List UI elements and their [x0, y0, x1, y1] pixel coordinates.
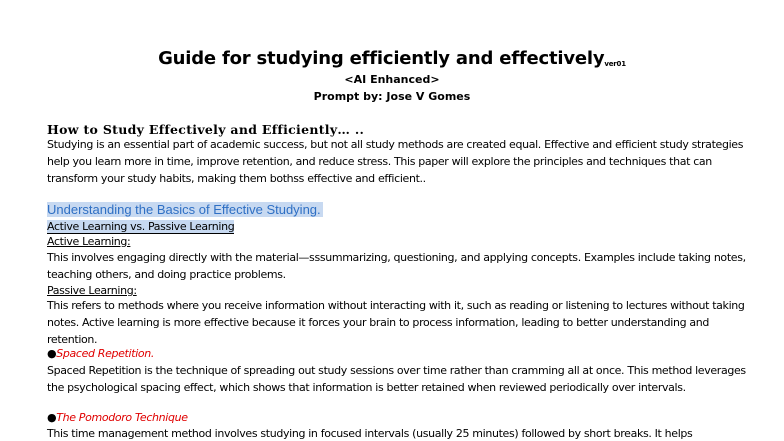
spaced-repetition-label: Spaced Repetition. — [56, 347, 155, 360]
pomodoro-text: This time management method involves studying in focused intervals (usually 25 minutes) followed by short breaks. It helps — [47, 427, 693, 440]
active-learning-text: This involves engaging directly with the material—sssummarizing, questioning, and applying concepts. Examples include taking notes, teaching others, and doing practice problems. — [47, 251, 746, 281]
basics-heading: Understanding the Basics of Effective Studying. — [47, 202, 321, 217]
bullet-icon: ● — [47, 347, 57, 360]
spaced-repetition-item — [47, 345, 154, 362]
active-learning-label: Active Learning: — [47, 235, 131, 248]
spaced-repetition-text: Spaced Repetition is the technique of spreading out study sessions over time rather than cramming all at once. This method leverages the psychological spacing effect, which shows that information is better retained when reviewed periodically over intervals. — [47, 364, 746, 394]
document-subtitle: <AI Enhanced> — [344, 73, 440, 86]
version-tag: ver01 — [604, 60, 626, 68]
passive-learning-label: Passive Learning: — [47, 284, 137, 297]
document-title-text: Guide for studying efficiently and effectively — [158, 48, 605, 69]
intro-paragraph: Studying is an essential part of academic success, but not all study methods are created equal. Effective and efficient study strategies help you learn more in time, improve retention, and reduce stress. This paper will explore the principles and techniques that can transform your study habits, making them bothss effective and efficient.. — [47, 138, 744, 185]
pomodoro-item — [47, 409, 188, 426]
pomodoro-label: The Pomodoro Technique — [56, 411, 188, 424]
document-author: Prompt by: Jose V Gomes — [313, 90, 471, 103]
document-title — [0, 48, 784, 69]
active-vs-passive-text: Active Learning vs. Passive Learning — [47, 220, 235, 233]
bullet-icon: ● — [47, 411, 57, 424]
passive-learning-text: This refers to methods where you receive information without interacting with it, such as reading or listening to lectures without taking notes. Active learning is more effective because it forces your brain to process information, leading to better understanding and retention. — [47, 299, 745, 346]
section-heading: How to Study Effectively and Efficiently… .. — [47, 122, 365, 137]
